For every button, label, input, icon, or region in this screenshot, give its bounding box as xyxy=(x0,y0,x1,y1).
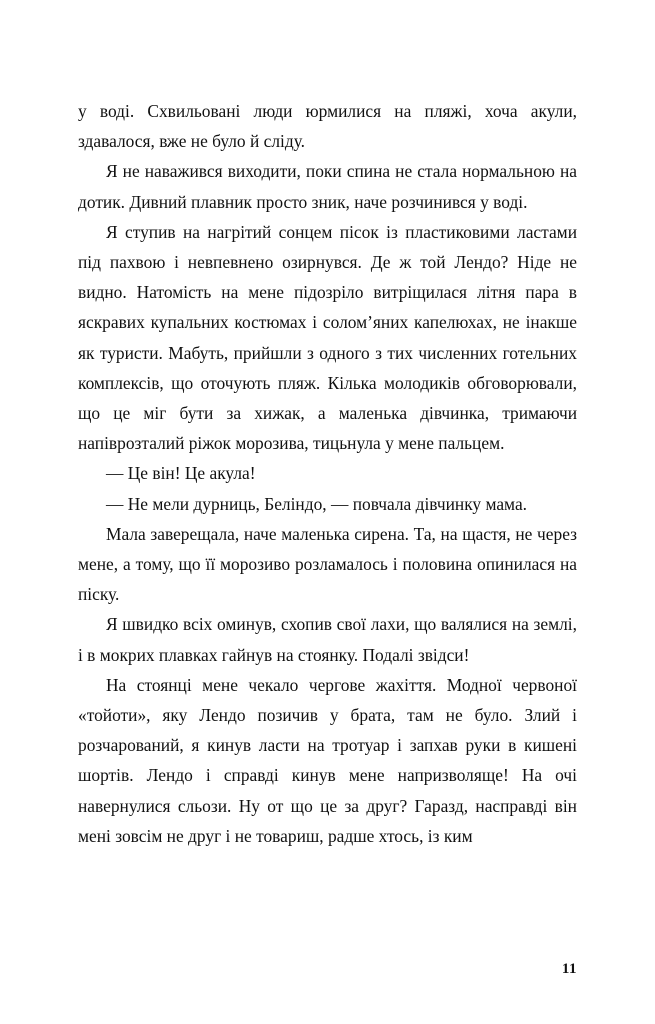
paragraph: Я ступив на нагрітий сонцем пісок із пластиковими ластами під пахвою і невпевнено озирнувся. Де ж той Лендо? Ніде не видно. Натомість на мене підозріло витріщилася літня пара в яскравих купальних костюмах і солом’яних капелюхах, не інакше як туристи. Мабуть, прийшли з одного з тих численних готельних комплексів, що оточують пляж. Кілька молодиків обговорювали, що це міг бути за хижак, а маленька дівчинка, тримаючи напіврозталий ріжок морозива, тицьнула у мене пальцем. xyxy=(78,221,577,454)
paragraph: — Не мели дурниць, Беліндо, — повчала дівчинку мама. xyxy=(106,493,528,514)
paragraph: Мала заверещала, наче маленька сирена. Та, на щастя, не через мене, а тому, що її морозиво розламалось і половина опинилася на піску. xyxy=(78,523,577,605)
paragraph: На стоянці мене чекало чергове жахіття. Модної червоної «тойоти», яку Лендо позичив у брата, там не було. Злий і розчарований, я кинув ласти на тротуар і запхав руки в кишені шортів. Лендо і справді кинув мене напризволяще! На очі навернулися сльози. Ну от що це за друг? Гаразд, насправді він мені зовсім не друг і не товариш, радше хтось, із ким xyxy=(78,674,577,846)
paragraph: Я не наважився виходити, поки спина не стала нормальною на дотик. Дивний плавник просто зник, наче розчинився у воді. xyxy=(78,161,577,212)
paragraph: — Це він! Це акула! xyxy=(106,463,256,484)
page-body-text xyxy=(78,96,577,851)
page-number: 11 xyxy=(561,961,577,977)
paragraph: Я швидко всіх оминув, схопив свої лахи, що валялися на землі, і в мокрих плавках гайнув на стоянку. Подалі звідси! xyxy=(78,614,577,665)
paragraph: у воді. Схвильовані люди юрмилися на пляжі, хоча акули, здавалося, вже не було й сліду. xyxy=(78,101,577,152)
